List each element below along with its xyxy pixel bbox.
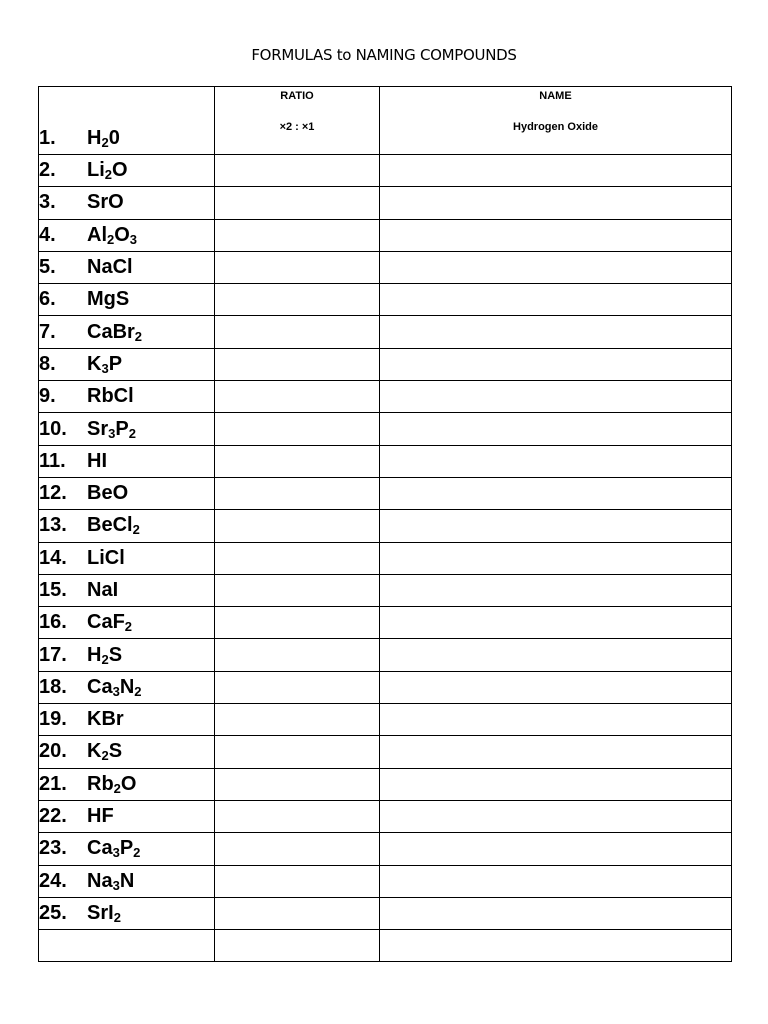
item-number: 5.: [39, 256, 56, 279]
ratio-cell[interactable]: [215, 348, 380, 380]
formula: $Na_3N$: [87, 869, 135, 893]
table-row: [39, 800, 732, 832]
item-number: 13.: [39, 514, 67, 537]
ratio-cell[interactable]: [215, 704, 380, 736]
item-number: 1.: [39, 127, 56, 149]
item-number: 19.: [39, 708, 67, 731]
name-cell[interactable]: [380, 865, 732, 897]
formula-cell: [39, 833, 215, 865]
worksheet-title: FORMULAS to NAMING COMPOUNDS: [251, 46, 517, 64]
table-row: [39, 639, 732, 671]
formula-cell: [39, 542, 215, 574]
formula: LiCl: [87, 546, 125, 569]
item-number: 7.: [39, 320, 56, 343]
formula-cell: [39, 768, 215, 800]
name-header: NAME: [539, 90, 572, 102]
table-row: [39, 897, 732, 929]
formula-cell: [39, 510, 215, 542]
item-number: 3.: [39, 191, 56, 214]
ratio-cell[interactable]: [215, 445, 380, 477]
item-number: 11.: [39, 449, 66, 472]
ratio-cell[interactable]: [215, 574, 380, 606]
formula: NaCl: [87, 256, 133, 279]
table-row: [39, 187, 732, 219]
item-number: 24.: [39, 869, 67, 892]
ratio-cell[interactable]: [215, 219, 380, 251]
formula-cell: [39, 704, 215, 736]
formula: $Sr_3P_2$: [87, 417, 136, 441]
ratio-cell[interactable]: [215, 477, 380, 509]
table-row: [39, 219, 732, 251]
name-cell[interactable]: [380, 607, 732, 639]
formula: BeO: [87, 482, 129, 505]
formula: NaI: [87, 579, 119, 601]
name-cell[interactable]: [380, 87, 732, 155]
table-row: [39, 413, 732, 445]
name-cell[interactable]: [380, 704, 732, 736]
ratio-header: RATIO: [280, 90, 314, 102]
name-cell[interactable]: [380, 671, 732, 703]
ratio-cell[interactable]: [215, 768, 380, 800]
ratio-cell[interactable]: [215, 865, 380, 897]
item-number: 25.: [39, 901, 67, 924]
formula: $Al_2O_3$: [87, 223, 138, 247]
formula: SrO: [87, 191, 124, 214]
item-number: 12.: [39, 482, 67, 505]
table-row: [39, 833, 732, 865]
formula-cell: [39, 477, 215, 509]
ratio-cell[interactable]: [215, 833, 380, 865]
formula-cell: [39, 736, 215, 768]
table-row: [39, 574, 732, 606]
table-row: [39, 348, 732, 380]
name-cell[interactable]: [380, 219, 732, 251]
name-cell[interactable]: [380, 381, 732, 413]
name-cell[interactable]: [380, 768, 732, 800]
table-row: [39, 510, 732, 542]
name-cell[interactable]: [380, 897, 732, 929]
formula: $Li_2O$: [87, 159, 128, 183]
formula-cell: [39, 865, 215, 897]
formula: $Ca_3N_2$: [87, 675, 142, 699]
table-row: [39, 607, 732, 639]
formula: HF: [87, 805, 114, 828]
ratio-cell[interactable]: [215, 671, 380, 703]
formula: SrI$_2$: [87, 901, 121, 925]
name-cell[interactable]: [380, 284, 732, 316]
formula: $K_2S$: [87, 740, 123, 764]
name-cell[interactable]: [380, 413, 732, 445]
formula-cell: [39, 187, 215, 219]
table-row: [39, 155, 732, 187]
table-row: [39, 768, 732, 800]
ratio-cell[interactable]: [215, 87, 380, 155]
formula-cell: [39, 445, 215, 477]
item-number: 9.: [39, 385, 56, 408]
ratio-cell[interactable]: [215, 413, 380, 445]
formula: $K_3P$: [87, 352, 123, 376]
name-cell[interactable]: [380, 833, 732, 865]
formula-cell: [39, 381, 215, 413]
name-cell[interactable]: [380, 542, 732, 574]
item-number: 4.: [39, 223, 56, 246]
formula-cell: [39, 671, 215, 703]
table-row: [39, 671, 732, 703]
name-cell[interactable]: [380, 251, 732, 283]
ratio-cell[interactable]: [215, 284, 380, 316]
item-number: 16.: [39, 611, 67, 634]
name-cell[interactable]: [380, 187, 732, 219]
item-number: 10.: [39, 417, 67, 440]
name-cell[interactable]: [380, 445, 732, 477]
formula-cell: [39, 87, 215, 155]
formula-cell: [39, 413, 215, 445]
compounds-table: [38, 86, 732, 962]
item-number: 15.: [39, 579, 67, 601]
formula: $Rb_2O$: [87, 772, 137, 796]
formula: KBr: [87, 708, 124, 731]
table-row: [39, 704, 732, 736]
name-cell[interactable]: [380, 348, 732, 380]
ratio-cell[interactable]: [215, 897, 380, 929]
table-row: [39, 316, 732, 348]
table-row: [39, 542, 732, 574]
table-row: [39, 284, 732, 316]
ratio-cell[interactable]: [215, 930, 380, 962]
formula-cell: [39, 897, 215, 929]
formula: BeCl$_2$: [87, 514, 140, 538]
name-cell[interactable]: [380, 736, 732, 768]
formula: $Ca_3P_2$: [87, 837, 141, 861]
formula: CaF$_2$: [87, 611, 133, 635]
table-row: [39, 251, 732, 283]
table-row: [39, 930, 732, 962]
formula: RbCl: [87, 385, 134, 408]
ratio-cell[interactable]: [215, 381, 380, 413]
table-row: [39, 736, 732, 768]
formula-cell: [39, 348, 215, 380]
item-number: 6.: [39, 288, 56, 311]
item-number: 14.: [39, 546, 67, 569]
formula-cell: [39, 639, 215, 671]
formula: $H_2S$: [87, 643, 123, 667]
formula-cell: [39, 800, 215, 832]
table-row: [39, 477, 732, 509]
ratio-cell[interactable]: [215, 736, 380, 768]
formula-cell: [39, 219, 215, 251]
example-row: [39, 87, 732, 155]
item-number: 23.: [39, 837, 67, 860]
name-cell[interactable]: [380, 155, 732, 187]
name-answer: Hydrogen Oxide: [513, 121, 598, 133]
formula-cell: [39, 607, 215, 639]
name-cell[interactable]: [380, 930, 732, 962]
ratio-cell[interactable]: [215, 316, 380, 348]
ratio-cell[interactable]: [215, 607, 380, 639]
ratio-cell[interactable]: [215, 542, 380, 574]
item-number: 21.: [39, 772, 67, 795]
formula-cell: [39, 251, 215, 283]
formula: $H_20$: [87, 127, 120, 150]
formula: HI: [87, 449, 107, 472]
table-row: [39, 865, 732, 897]
table-row: [39, 381, 732, 413]
formula: MgS: [87, 288, 130, 311]
ratio-cell[interactable]: [215, 510, 380, 542]
name-cell[interactable]: [380, 800, 732, 832]
formula-cell: [39, 155, 215, 187]
formula-cell: [39, 574, 215, 606]
ratio-cell[interactable]: [215, 251, 380, 283]
ratio-cell[interactable]: [215, 639, 380, 671]
item-number: 18.: [39, 675, 67, 698]
item-number: 22.: [39, 805, 67, 828]
formula: CaBr$_2$: [87, 320, 143, 344]
formula-cell: [39, 930, 215, 962]
ratio-cell[interactable]: [215, 155, 380, 187]
table-row: [39, 445, 732, 477]
item-number: 17.: [39, 643, 67, 666]
name-cell[interactable]: [380, 574, 732, 606]
name-cell[interactable]: [380, 639, 732, 671]
name-cell[interactable]: [380, 316, 732, 348]
item-number: 8.: [39, 352, 56, 375]
ratio-cell[interactable]: [215, 187, 380, 219]
item-number: 20.: [39, 740, 67, 763]
ratio-cell[interactable]: [215, 800, 380, 832]
formula-cell: [39, 316, 215, 348]
name-cell[interactable]: [380, 477, 732, 509]
ratio-answer: ×2 : ×1: [279, 121, 315, 133]
formula-cell: [39, 284, 215, 316]
item-number: 2.: [39, 159, 56, 182]
name-cell[interactable]: [380, 510, 732, 542]
